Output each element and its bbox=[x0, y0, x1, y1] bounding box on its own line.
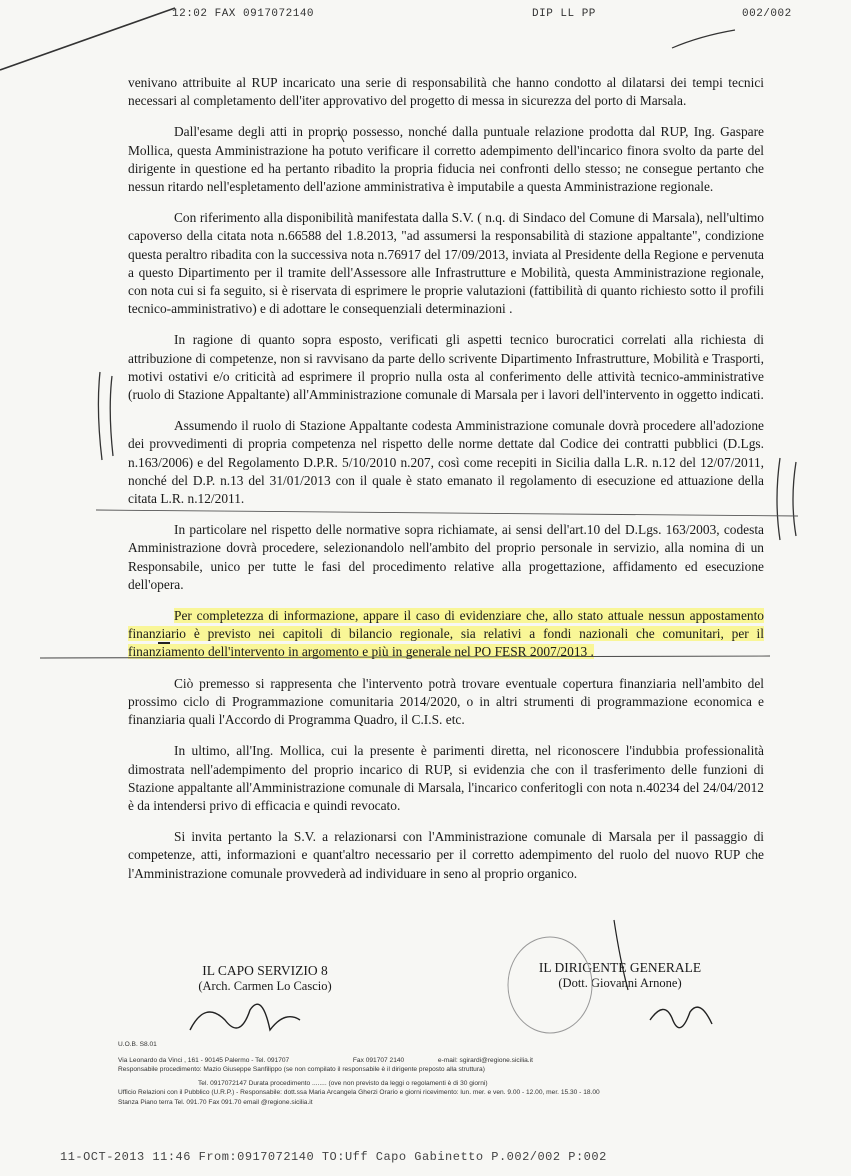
footer-fax: Fax 091707 2140 bbox=[352, 1056, 405, 1064]
paragraph-3: Con riferimento alla disponibilità manifestata dalla S.V. ( n.q. di Sindaco del Comune di Marsala), nell'ultimo capoverso della citata nota n.66588 del 1.8.2013, "ad assumersi la responsabilità di stazione appaltante", condizione questa peraltro ribadita con la successiva nota n.76917 del 17/09/2013, inviata al Presidente della Regione e pervenuta a questo Dipartimento per il tramite dell'Assessore alle Infrastrutture e Mobilità, questa Amministrazione regionale, con nota cui si fa seguito, si è riservata di esprimere le proprie valutazioni (fattibilità di quanto richiesto sotto il profili tecnico-amministrativo) e di adottare le consequenziali determinazioni . bbox=[128, 210, 764, 317]
footer-code: U.O.B. S8.01 bbox=[118, 1041, 157, 1048]
paragraph-4: In ragione di quanto sopra esposto, verificati gli aspetti tecnico burocratici correlati alla richiesta di attribuzione di competenze, non si ravvisano da parte dello scrivente Dipartimento Infrastrutture, Mobilità e Trasporti, motivi ostativi e/o criticità ad esprimere il proprio nulla osta al conferimento delle attività tecnico-amministrative (ruolo di Stazione Appaltante) all'Amministrazione comunale di Marsala per i lavori dell'intervento in oggetto indicati. bbox=[128, 332, 764, 403]
right-signature-title: IL DIRIGENTE GENERALE bbox=[538, 960, 702, 975]
footer-urp: Ufficio Relazioni con il Pubblico (U.R.P.) - Responsabile: dott.ssa Maria Arcangela Gherzi Orario e giorni ricevimento: lun. mer. e ven. 9.00 - 12.00, mer. 15.30 - 18.00 bbox=[118, 1089, 600, 1096]
paragraph-6: In particolare nel rispetto delle normative sopra richiamate, ai sensi dell'art.10 del D.Lgs. 163/2003, codesta Amministrazione dovrà procedere, selezionandolo nell'ambito del proprio personale in servizio, alla nomina di un Responsabile, unico per tutte le fasi del procedimento relative alla progettazione, affidamento ed esecuzione dell'opera. bbox=[128, 522, 764, 592]
paragraph-7-highlighted bbox=[128, 607, 764, 662]
highlighted-text: Per completezza di informazione, appare il caso di evidenziare che, allo stato attuale nessun appostamento finanziario è previsto nei capitoli di bilancio regionale, sia relativi a fondi nazionali che comunitari, per il finanziamento dell'intervento in argomento e più in generale nel PO FESR 2007/2013 . bbox=[128, 608, 764, 660]
letterhead-footer bbox=[118, 1040, 718, 1107]
paragraph-9: In ultimo, all'Ing. Mollica, cui la presente è parimenti diretta, nel riconoscere l'indubbia professionalità dimostrata nell'adempimento del proprio incarico di RUP, si evidenzia che con il trasferimento delle funzioni di Stazione appaltante all'Amministrazione comunale di Marsala, l'incarico conferitogli con nota n.40234 del 24/04/2012 è da intendersi privo di efficacia e quindi revocato. bbox=[128, 743, 764, 813]
footer-address-line bbox=[118, 1056, 718, 1066]
footer-tel-durata: Tel. 0917072147 Durata procedimento ........ (ove non previsto da leggi o regolamenti è di 30 giorni) bbox=[198, 1079, 488, 1087]
footer-address: Via Leonardo da Vinci , 161 - 90145 Palermo - Tel. 091707 bbox=[118, 1056, 290, 1064]
footer-stanza: Stanza Piano terra Tel. 091.70 Fax 091.70 email @regione.sicilia.it bbox=[118, 1098, 313, 1106]
fax-header-page: 002/002 bbox=[742, 8, 792, 20]
right-signature-name: (Dott. Giovanni Arnone) bbox=[558, 976, 682, 990]
left-signature-name: (Arch. Carmen Lo Cascio) bbox=[198, 979, 332, 993]
left-signature-title: IL CAPO SERVIZIO 8 bbox=[202, 963, 328, 978]
footer-responsabile: Responsabile procedimento: Mazio Giuseppe Sanfilippo (se non compilato il responsabile è il dirigente preposto alla struttura) bbox=[118, 1066, 485, 1073]
paragraph-2: Dall'esame degli atti in proprio possesso, nonché dalla puntuale relazione prodotta dal RUP, Ing. Gaspare Mollica, questa Amministrazione ha potuto verificare il corretto adempimento dell'incarico finora svolto da parte del dirigente in questione ed ha pertanto ribadito la propria fiducia nei confronti dello stesso; ne consegue pertanto che nessun ritardo nell'espletamento dell'azione amministrativa è imputabile a questa Amministrazione regionale. bbox=[128, 124, 764, 195]
letter-body bbox=[128, 74, 764, 896]
corner-crease-mark bbox=[0, 0, 851, 80]
left-signature-block bbox=[150, 963, 380, 994]
right-signature-block bbox=[500, 960, 740, 991]
fax-footer: 11-OCT-2013 11:46 From:0917072140 TO:Uff Capo Gabinetto P.002/002 P:002 bbox=[60, 1150, 607, 1164]
fax-header-time: 12:02 FAX 0917072140 bbox=[172, 8, 315, 20]
paragraph-8: Ciò premesso si rappresenta che l'intervento potrà trovare eventuale copertura finanziaria nell'ambito del prossimo ciclo di Programmazione comunitaria 2014/2020, o in altri strumenti di programmazione economica e finanziaria quali l'Accordo di Programma Quadro, il C.I.S. etc. bbox=[128, 675, 764, 728]
fax-header-office: DIP LL PP bbox=[532, 8, 596, 20]
paragraph-10: Si invita pertanto la S.V. a relazionarsi con l'Amministrazione comunale di Marsala per il passaggio di competenze, atti, informazioni e quant'altro necessario per il corretto adempimento del ruolo del nuovo RUP che l'Amministrazione comunale provvederà ad individuare in seno al proprio organico. bbox=[128, 829, 764, 881]
footer-email: e-mail: sgirardi@regione.sicilia.it bbox=[437, 1056, 533, 1064]
paragraph-1: venivano attribuite al RUP incaricato una serie di responsabilità che hanno condotto al dilatarsi dei tempi tecnici necessari al completamento dell'iter approvativo del progetto di messa in sicurezza del porto di Marsala. bbox=[128, 75, 764, 109]
paragraph-5: Assumendo il ruolo di Stazione Appaltante codesta Amministrazione comunale dovrà procedere all'adozione dei provvedimenti di propria competenza nel rispetto delle norme dettate dal Codice dei contratti pubblici (D.Lgs. n.163/2006) e del Regolamento D.P.R. 5/10/2010 n.207, così come recepiti in Sicilia dalla L.R. n.12 del 12/07/2011, nonché del D.P. n.13 del 31/01/2013 con il quale è stato emanato il regolamento di esecuzione ed attuazione della citata L.R. n.12/2011. bbox=[128, 418, 764, 507]
